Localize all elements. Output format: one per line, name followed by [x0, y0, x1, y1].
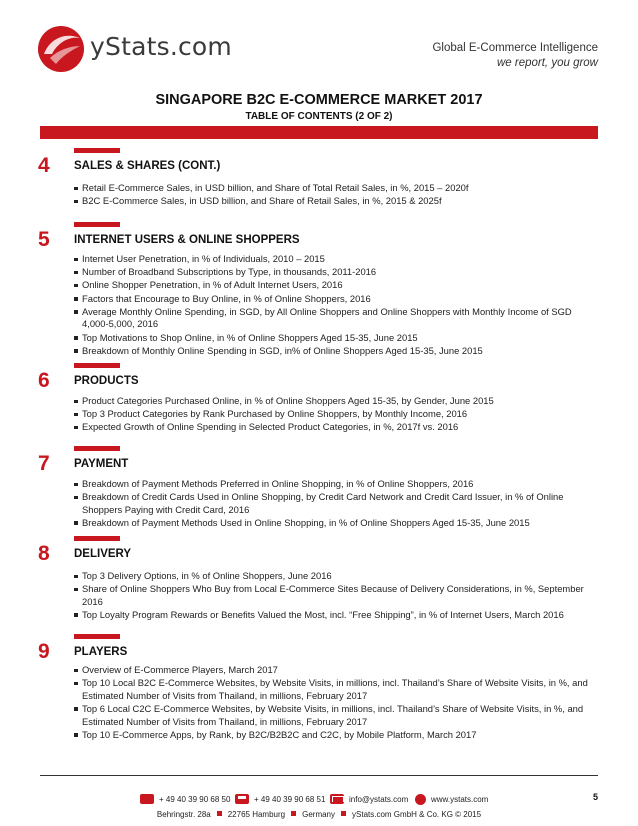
phone-icon: [140, 794, 154, 804]
footer-address: [0, 810, 638, 819]
section-number: 7: [38, 452, 50, 475]
footer-fax-text: + 49 40 39 90 68 51: [254, 794, 326, 804]
toc-section-8: [38, 536, 608, 631]
footer-email-text: info@ystats.com: [349, 794, 409, 804]
toc-section-7: [38, 446, 608, 536]
title-divider: [40, 126, 598, 139]
toc-item: Product Categories Purchased Online, in % of Online Shoppers Aged 15-35, by Gender, June 2015: [74, 395, 594, 408]
toc-item: Top 3 Product Categories by Rank Purchased by Online Shoppers, by Monthly Income, 2016: [74, 408, 594, 421]
toc-item: Factors that Encourage to Buy Online, in % of Online Shoppers, 2016: [74, 293, 594, 306]
address-street: Behringstr. 28a: [156, 810, 211, 819]
toc-section-6: [38, 363, 608, 438]
toc-section-5: [38, 222, 608, 356]
document-subtitle: TABLE OF CONTENTS (2 OF 2): [245, 111, 393, 122]
toc-item: Breakdown of Payment Methods Used in Online Shopping, in % of Online Shoppers Aged 15-35, June 2015: [74, 517, 594, 530]
section-number: 6: [38, 369, 50, 392]
section-title: INTERNET USERS & ONLINE SHOPPERS: [74, 234, 300, 246]
section-accent-bar: [74, 222, 120, 227]
section-accent-bar: [74, 536, 120, 541]
footer-web-text: www.ystats.com: [431, 795, 489, 804]
toc-item: Top Loyalty Program Rewards or Benefits Valued the Most, incl. “Free Shipping”, in % of Internet Users, March 2016: [74, 609, 594, 622]
separator-square: [217, 811, 222, 816]
section-item-list: [74, 182, 594, 208]
footer-fax[interactable]: [235, 794, 325, 804]
toc-item: Breakdown of Monthly Online Spending in SGD, in% of Online Shoppers Aged 15-35, June 2015: [74, 345, 594, 358]
toc-item: Top 10 E-Commerce Apps, by Rank, by B2C/B2B2C and C2C, by Mobile Platform, March 2017: [74, 729, 594, 742]
section-title: SALES & SHARES (CONT.): [74, 160, 221, 172]
section-item-list: [74, 395, 594, 435]
section-accent-bar: [74, 446, 120, 451]
page-number: 5: [592, 792, 598, 802]
section-number: 8: [38, 542, 50, 565]
toc-item: Share of Online Shoppers Who Buy from Local E-Commerce Sites Because of Delivery Considerations, in %, September 2016: [74, 583, 594, 608]
page-header: [0, 0, 638, 90]
toc-item: Overview of E-Commerce Players, March 2017: [74, 664, 594, 677]
section-number: 9: [38, 640, 50, 663]
header-tagline: Global E-Commerce Intelligence: [432, 42, 598, 54]
toc-item: Breakdown of Payment Methods Preferred in Online Shopping, in % of Online Shoppers, 2016: [74, 478, 594, 491]
footer-web[interactable]: [415, 794, 488, 805]
section-number: 5: [38, 228, 50, 251]
ystats-logo[interactable]: [36, 22, 246, 74]
section-title: PRODUCTS: [74, 375, 139, 387]
footer-divider: [40, 775, 598, 776]
section-item-list: [74, 664, 594, 742]
document-title: SINGAPORE B2C E-COMMERCE MARKET 2017: [155, 92, 483, 108]
footer-email[interactable]: [330, 794, 408, 804]
header-slogan: we report, you grow: [497, 57, 598, 69]
section-number: 4: [38, 154, 50, 177]
toc-item: Internet User Penetration, in % of Individuals, 2010 – 2015: [74, 253, 594, 266]
toc-item: Expected Growth of Online Spending in Selected Product Categories, in %, 2017f vs. 2016: [74, 421, 594, 434]
address-country: Germany: [302, 810, 336, 819]
address-city: 22765 Hamburg: [227, 810, 286, 819]
toc-item: Online Shopper Penetration, in % of Adult Internet Users, 2016: [74, 279, 594, 292]
section-accent-bar: [74, 148, 120, 153]
toc-section-4: [38, 148, 608, 208]
brand-name: yStats.com: [90, 32, 232, 61]
section-item-list: [74, 253, 594, 358]
separator-square: [341, 811, 346, 816]
mail-icon: [330, 794, 344, 804]
section-accent-bar: [74, 634, 120, 639]
section-item-list: [74, 478, 594, 530]
globe-icon: [415, 794, 426, 805]
section-title: PAYMENT: [74, 458, 129, 470]
toc-section-9: [38, 634, 608, 749]
footer-contact-row: [0, 794, 638, 806]
company-copyright: yStats.com GmbH & Co. KG © 2015: [352, 810, 482, 819]
toc-item: Top 6 Local C2C E-Commerce Websites, by Website Visits, in millions, incl. Thailand’s Share of Website Visits, in %, and Estimated Number of Visits from Thailand, in millions, February 2017: [74, 703, 594, 728]
toc-item: Top 3 Delivery Options, in % of Online Shoppers, June 2016: [74, 570, 594, 583]
toc-item: B2C E-Commerce Sales, in USD billion, and Share of Retail Sales, in %, 2015 & 2025f: [74, 195, 594, 208]
toc-item: Breakdown of Credit Cards Used in Online Shopping, by Credit Card Network and Credit Card Issuer, in % of Online Shoppers Paying with Credit Card, 2016: [74, 491, 594, 516]
toc-item: Top 10 Local B2C E-Commerce Websites, by Website Visits, in millions, incl. Thailand’s Share of Website Visits, in %, and Estimated Number of Visits from Thailand, in millions, February 2017: [74, 677, 594, 702]
toc-item: Retail E-Commerce Sales, in USD billion, and Share of Total Retail Sales, in %, 2015 – 2020f: [74, 182, 594, 195]
toc-item: Number of Broadband Subscriptions by Type, in thousands, 2011-2016: [74, 266, 594, 279]
ystats-logo-icon: [36, 24, 86, 74]
section-item-list: [74, 570, 594, 622]
section-title: DELIVERY: [74, 548, 132, 560]
separator-square: [291, 811, 296, 816]
toc-item: Average Monthly Online Spending, in SGD, by All Online Shoppers and Online Shoppers with Monthly Income of SGD 4,000-5,000, 2016: [74, 306, 594, 331]
footer-phone[interactable]: [140, 794, 230, 804]
section-title: PLAYERS: [74, 646, 128, 658]
toc-item: Top Motivations to Shop Online, in % of Online Shoppers Aged 15-35, June 2015: [74, 332, 594, 345]
footer-phone-text: + 49 40 39 90 68 50: [159, 794, 231, 804]
section-accent-bar: [74, 363, 120, 368]
fax-icon: [235, 794, 249, 804]
